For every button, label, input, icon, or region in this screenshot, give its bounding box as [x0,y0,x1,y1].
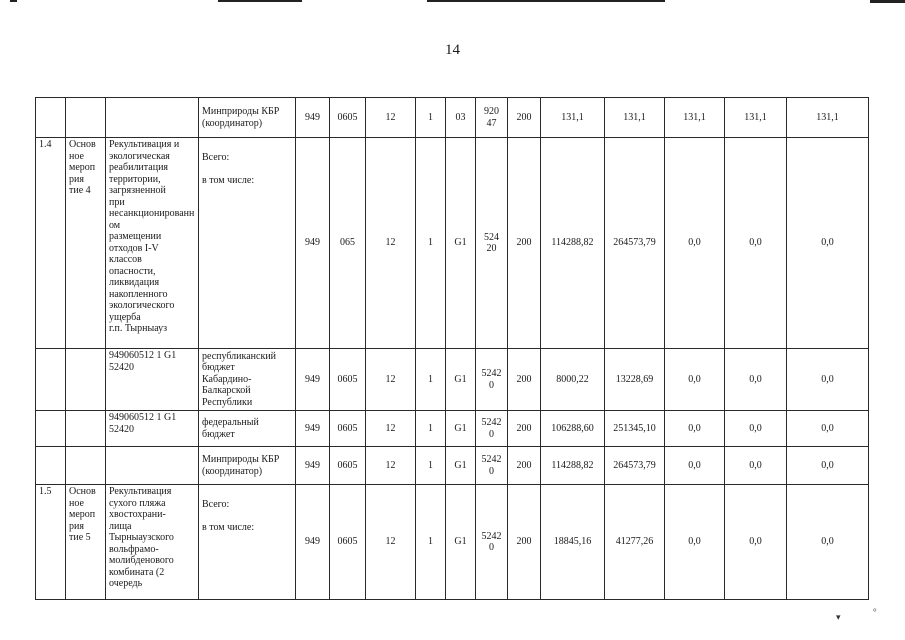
table-cell: 200 [508,447,541,485]
table-cell: 200 [508,349,541,411]
table-cell: 03 [446,98,476,138]
scan-mark-right [870,0,905,3]
scan-speck: ▾ [836,612,841,622]
table-cell: 0,0 [725,138,787,349]
table-cell: 0605 [330,349,366,411]
table-cell: 0,0 [665,138,725,349]
table-cell: Рекультивация и экологическая реабилитация территории, загрязненной при несанкционированном размещении отходов I-V классов опасности, ликвидация накопленного экологического ущерба г.п. Тырныауз [106,138,199,349]
table-cell: Основ ное мероп рия тие 5 [66,485,106,600]
table-cell [106,98,199,138]
scan-speck: ° [873,607,877,617]
table-cell: 949060512 1 G1 52420 [106,349,199,411]
table-cell: 524 20 [476,138,508,349]
table-cell: 1 [416,98,446,138]
table-cell: 949 [296,138,330,349]
table-cell: 0,0 [725,447,787,485]
table-cell: 114288,82 [541,447,605,485]
table-cell: 264573,79 [605,138,665,349]
table-cell: 1.5 [36,485,66,600]
table-cell: 5242 0 [476,349,508,411]
table-cell: 5242 0 [476,447,508,485]
table-cell: 12 [366,411,416,447]
table-cell: 264573,79 [605,447,665,485]
table-cell: 200 [508,98,541,138]
table-cell: 8000,22 [541,349,605,411]
table-cell: 200 [508,485,541,600]
table-cell: 949060512 1 G1 52420 [106,411,199,447]
table-cell: G1 [446,485,476,600]
table-cell: 0,0 [787,411,869,447]
table-cell: федеральный бюджет [199,411,296,447]
table-cell: 200 [508,138,541,349]
table-row [36,349,869,411]
table-cell [66,349,106,411]
table-cell [66,411,106,447]
table-cell [66,98,106,138]
table-cell: 1 [416,447,446,485]
table-cell: Всего: в том числе: [199,485,296,600]
table-cell: 949 [296,349,330,411]
table-cell: 131,1 [541,98,605,138]
table-cell: 920 47 [476,98,508,138]
table-cell: 114288,82 [541,138,605,349]
table-cell: 0,0 [725,411,787,447]
table-cell: 1 [416,349,446,411]
table-cell: 0605 [330,447,366,485]
table-cell [36,349,66,411]
table-cell: Основ ное мероп рия тие 4 [66,138,106,349]
table-cell: 131,1 [605,98,665,138]
table-cell: 0,0 [725,485,787,600]
scan-mark-center-right [427,0,665,2]
table-cell [106,447,199,485]
table-cell: Рекультивация сухого пляжа хвостохрани- лища Тырныаузского вольфрамо- молибденового комбината (2 очередь [106,485,199,600]
table-cell: 1.4 [36,138,66,349]
table-row [36,485,869,600]
table-cell [36,447,66,485]
table-cell: 1 [416,485,446,600]
table-cell: республиканский бюджет Кабардино- Балкарской Республики [199,349,296,411]
table-row [36,447,869,485]
page-number: 14 [445,42,460,58]
scan-mark-left [10,0,17,2]
table-cell: Минприроды КБР (координатор) [199,447,296,485]
table-cell: 949 [296,447,330,485]
table-cell: 0,0 [665,411,725,447]
table-cell: 12 [366,485,416,600]
table-cell: G1 [446,138,476,349]
table-row [36,138,869,349]
table-cell [36,98,66,138]
table-cell: 0,0 [787,138,869,349]
table-cell [66,447,106,485]
table-cell: 41277,26 [605,485,665,600]
table-cell: G1 [446,411,476,447]
scan-mark-center-left [218,0,302,2]
table-cell: 12 [366,447,416,485]
table-cell: 949 [296,98,330,138]
table-cell: 0,0 [665,447,725,485]
table-cell: 18845,16 [541,485,605,600]
table-cell: 0,0 [725,349,787,411]
table-cell: 131,1 [787,98,869,138]
table-cell: 0605 [330,411,366,447]
table-cell: 0,0 [665,485,725,600]
table-cell [36,411,66,447]
table-cell: 251345,10 [605,411,665,447]
table-cell: 5242 0 [476,411,508,447]
table-cell: 12 [366,349,416,411]
table-cell: Минприроды КБР (координатор) [199,98,296,138]
table-cell: 1 [416,138,446,349]
table-cell: 065 [330,138,366,349]
table-cell: 5242 0 [476,485,508,600]
table-cell: G1 [446,447,476,485]
table-cell: 0605 [330,485,366,600]
table-row [36,98,869,138]
table-cell: 949 [296,485,330,600]
table-row [36,411,869,447]
table-cell: 0605 [330,98,366,138]
table-cell: 0,0 [787,349,869,411]
table-cell: 200 [508,411,541,447]
table-cell: 0,0 [665,349,725,411]
table-cell: 1 [416,411,446,447]
table-cell: 0,0 [787,485,869,600]
table-cell: 131,1 [665,98,725,138]
table-cell: Всего: в том числе: [199,138,296,349]
table-cell: G1 [446,349,476,411]
table-cell: 131,1 [725,98,787,138]
table-cell: 12 [366,138,416,349]
table-cell: 12 [366,98,416,138]
budget-table [35,97,869,600]
table-cell: 949 [296,411,330,447]
table-cell: 0,0 [787,447,869,485]
table-cell: 13228,69 [605,349,665,411]
table-cell: 106288,60 [541,411,605,447]
